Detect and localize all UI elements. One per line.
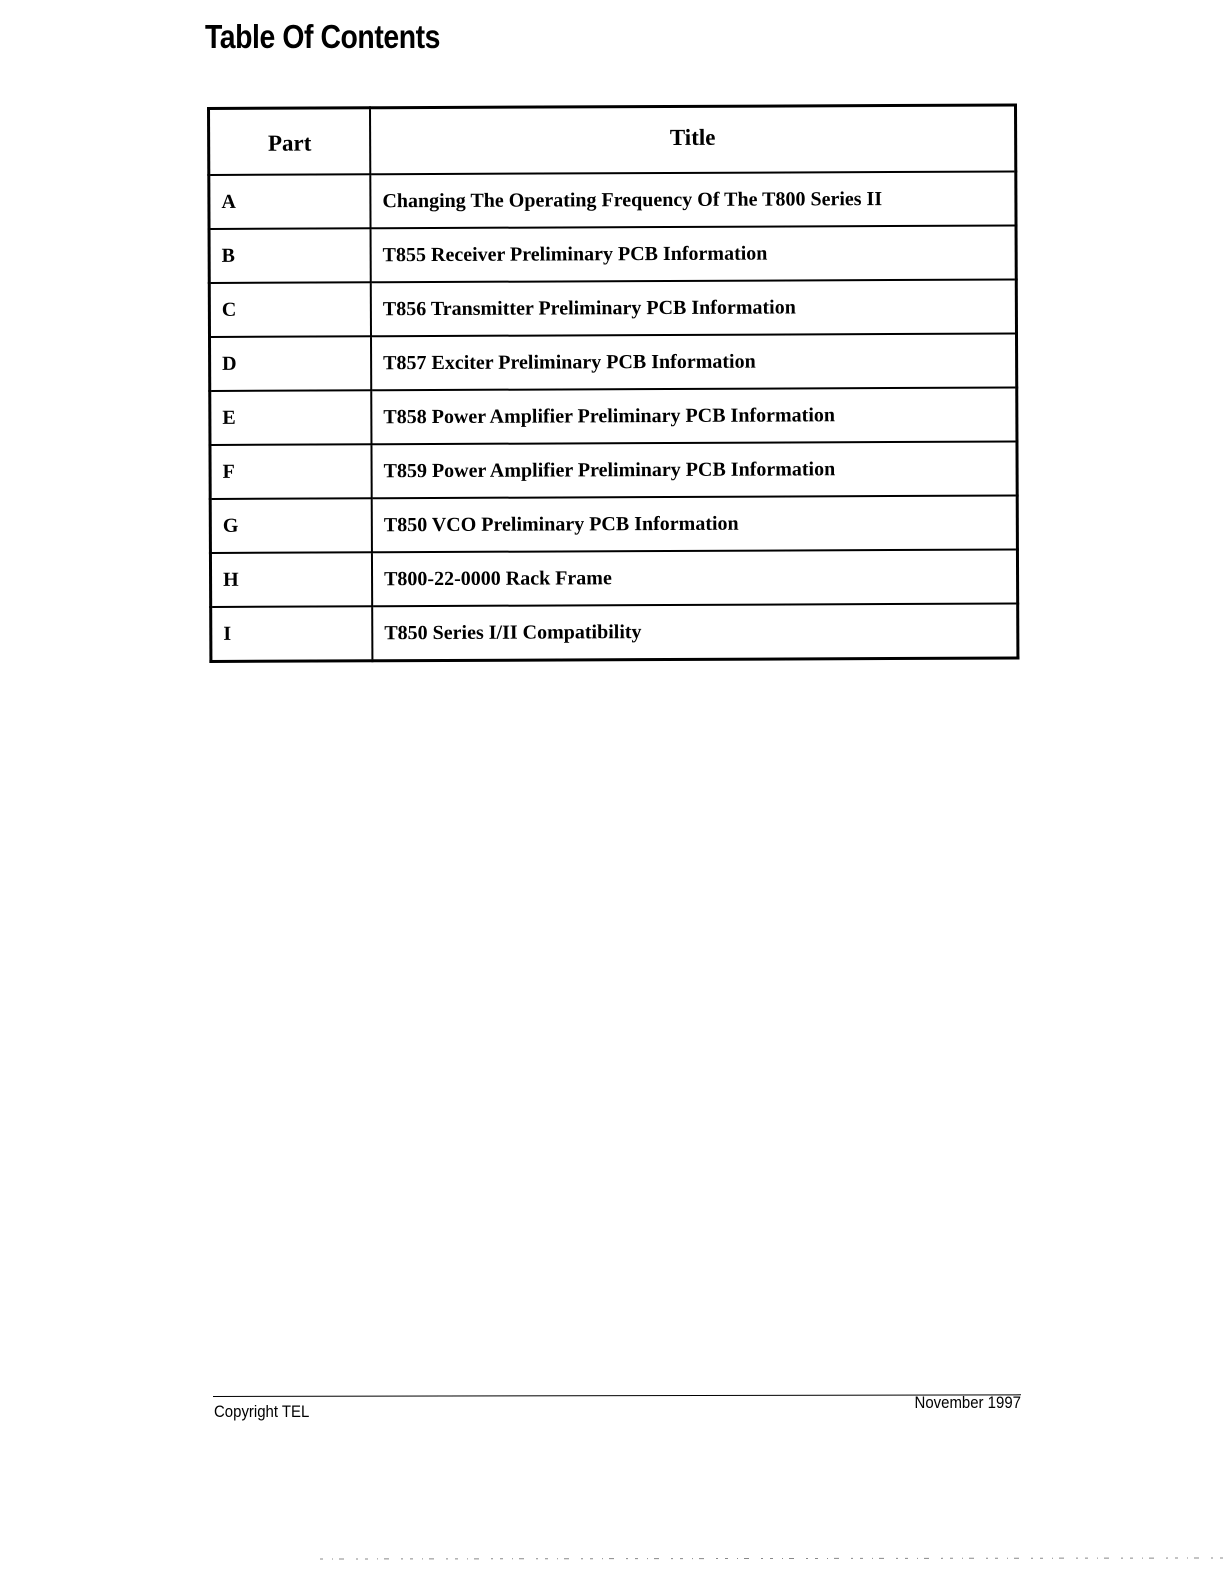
table-row	[210, 333, 1017, 391]
part-cell: I	[211, 606, 373, 661]
page-title: Table Of Contents	[205, 18, 440, 55]
footer-copyright: Copyright TEL	[214, 1402, 310, 1421]
footer-date: November 1997	[914, 1393, 1021, 1412]
table-header-row	[209, 105, 1016, 175]
column-header-part: Part	[209, 108, 371, 175]
table-row	[209, 225, 1016, 283]
table-row	[210, 441, 1017, 499]
table-row	[211, 603, 1018, 661]
table-row	[209, 171, 1016, 229]
title-cell: T855 Receiver Preliminary PCB Information	[371, 225, 1017, 282]
part-cell: E	[210, 390, 372, 445]
scan-artifact-line	[320, 1556, 1224, 1562]
table-row	[209, 279, 1016, 337]
part-cell: C	[209, 282, 371, 337]
title-cell: T858 Power Amplifier Preliminary PCB Information	[371, 387, 1017, 444]
title-cell: T800-22-0000 Rack Frame	[372, 549, 1018, 606]
table-row	[210, 495, 1017, 553]
footer-divider	[213, 1394, 1021, 1397]
title-cell: T850 Series I/II Compatibility	[372, 603, 1018, 660]
column-header-title: Title	[370, 105, 1016, 174]
title-cell: T856 Transmitter Preliminary PCB Information	[371, 279, 1017, 336]
part-cell: D	[210, 336, 372, 391]
title-cell: T859 Power Amplifier Preliminary PCB Information	[371, 441, 1017, 498]
table-row	[210, 387, 1017, 445]
part-cell: H	[210, 552, 372, 607]
part-cell: F	[210, 444, 372, 499]
part-cell: G	[210, 498, 372, 553]
part-cell: A	[209, 174, 371, 229]
toc-table	[207, 103, 1019, 663]
title-cell: T857 Exciter Preliminary PCB Information	[371, 333, 1017, 390]
part-cell: B	[209, 228, 371, 283]
title-cell: Changing The Operating Frequency Of The T800 Series II	[370, 171, 1016, 228]
table-row	[210, 549, 1017, 607]
title-cell: T850 VCO Preliminary PCB Information	[372, 495, 1018, 552]
